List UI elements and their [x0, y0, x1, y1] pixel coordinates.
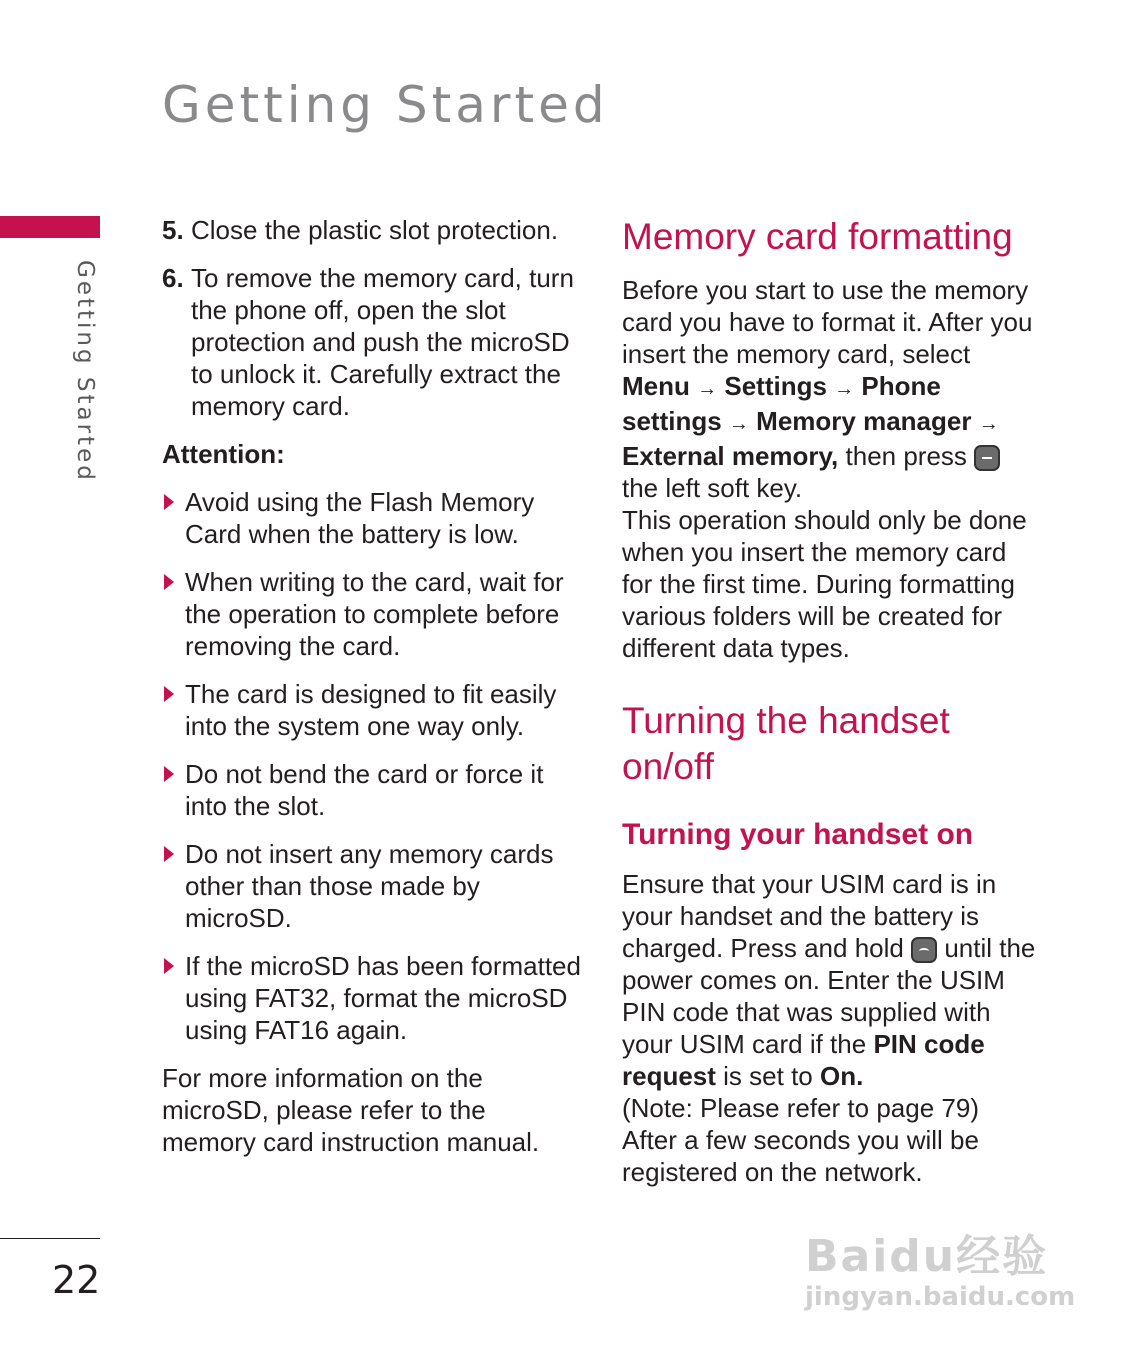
baidu-url: jingyan.baidu.com	[805, 1282, 1076, 1312]
menu-path-phone-settings: Phone settings	[622, 371, 941, 436]
bullet-item	[162, 566, 582, 662]
pin-code-request-label: PIN code request	[622, 1029, 985, 1091]
left-column	[162, 214, 582, 1184]
page-number: 22	[52, 1258, 101, 1302]
step-5	[162, 214, 582, 246]
right-column	[622, 214, 1042, 1188]
bullet-text: Do not bend the card or force it into the slot.	[185, 759, 544, 821]
page-reference-note: (Note: Please refer to page 79)	[622, 1093, 979, 1123]
bullet-text: Do not insert any memory cards other than those made by microSD.	[185, 839, 554, 933]
bullet-item	[162, 678, 582, 742]
footer-rule	[0, 1238, 100, 1239]
bullet-triangle-icon	[164, 494, 174, 510]
arrow-icon: →	[978, 413, 999, 435]
bullet-text: The card is designed to fit easily into the system one way only.	[185, 679, 557, 741]
on-value: On.	[819, 1061, 864, 1091]
arrow-icon: →	[834, 378, 855, 400]
bullet-triangle-icon	[164, 846, 174, 862]
end-power-key-icon	[911, 937, 937, 963]
network-registration-text: After a few seconds you will be registered on the network.	[622, 1125, 979, 1187]
side-tab-bar	[0, 216, 100, 238]
step-6	[162, 262, 582, 422]
step-number: 6.	[162, 263, 184, 293]
bullet-triangle-icon	[164, 766, 174, 782]
baidu-logo: Baidu经验	[805, 1231, 1049, 1282]
subheading-turning-on: Turning your handset on	[622, 818, 974, 851]
microsd-note: For more information on the microSD, please refer to the memory card instruction manual.	[162, 1063, 540, 1157]
bullet-triangle-icon	[164, 686, 174, 702]
page-title: Getting Started	[162, 76, 609, 134]
section-heading-on-off: Turning the handset on/off	[622, 700, 950, 787]
bullet-item	[162, 758, 582, 822]
arrow-icon: →	[697, 378, 718, 400]
formatting-note: This operation should only be done when you insert the memory card for the first time. During formatting various folders will be created for different data types.	[622, 505, 1027, 663]
arrow-icon: →	[728, 413, 749, 435]
left-soft-key-icon	[974, 445, 1000, 471]
formatting-instructions: Before you start to use the memory card you have to format it. After you insert the memory card, select Menu → Settings → Phone settings → Memory manager → External memory, then press the left soft key.	[622, 275, 1033, 503]
bullet-triangle-icon	[164, 958, 174, 974]
step-text: To remove the memory card, turn the phone off, open the slot protection and push the microSD to unlock it. Carefully extract the memory card.	[191, 263, 574, 421]
step-text: Close the plastic slot protection.	[191, 215, 559, 245]
bullet-text: When writing to the card, wait for the operation to complete before removing the card.	[185, 567, 564, 661]
bullet-item	[162, 838, 582, 934]
bullet-triangle-icon	[164, 574, 174, 590]
step-number: 5.	[162, 215, 184, 245]
menu-path-settings: Settings	[724, 371, 827, 401]
baidu-watermark	[805, 1190, 1076, 1320]
bullet-text: If the microSD has been formatted using FAT32, format the microSD using FAT16 again.	[185, 951, 581, 1045]
bullet-item	[162, 486, 582, 550]
menu-path-menu: Menu	[622, 371, 690, 401]
section-heading-formatting: Memory card formatting	[622, 216, 1013, 257]
side-section-label: Getting Started	[72, 260, 98, 483]
menu-path-memory-manager: Memory manager	[756, 406, 972, 436]
bullet-text: Avoid using the Flash Memory Card when the battery is low.	[185, 487, 535, 549]
menu-path-external-memory: External memory,	[622, 441, 839, 471]
attention-heading: Attention:	[162, 439, 285, 469]
bullet-item	[162, 950, 582, 1046]
turning-on-instructions: Ensure that your USIM card is in your handset and the battery is charged. Press and hold until the power comes on. Enter the USIM PIN code that was supplied with your USIM card if the PIN code request is set to On.	[622, 869, 1036, 1091]
